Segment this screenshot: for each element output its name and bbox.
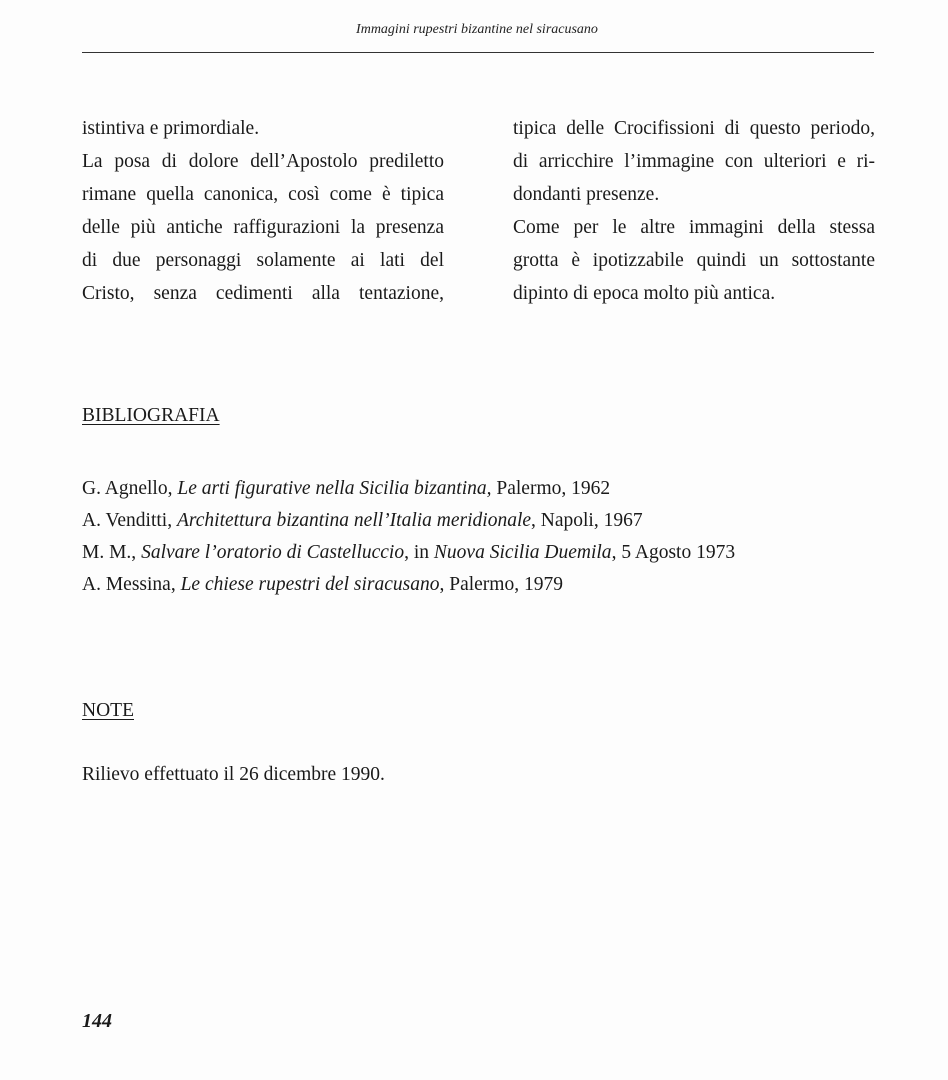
text-line: dondanti presenze.: [513, 184, 660, 205]
entry-title: Le arti figurative nella Sicilia bizantina,: [177, 478, 492, 499]
text-line: grotta è ipotizzabile quindi un sottostante: [513, 250, 875, 271]
entry-publication: , Palermo, 1979: [439, 574, 563, 595]
bibliography-list: [82, 473, 882, 601]
bibliography-heading: BIBLIOGRAFIA: [82, 405, 220, 426]
text-line: di due personaggi solamente ai lati del: [82, 250, 444, 271]
entry-author: G. Agnello,: [82, 478, 178, 499]
bibliography-entry: [82, 537, 882, 569]
notes-heading: NOTE: [82, 700, 134, 721]
right-paragraph-2: [513, 211, 875, 310]
entry-publication: , 5 Agosto 1973: [611, 542, 736, 563]
bibliography-entry: [82, 473, 882, 505]
entry-title: Le chiese rupestri del siracusano: [180, 574, 440, 595]
right-paragraph-1: [513, 112, 875, 211]
bibliography-entry: [82, 569, 882, 601]
left-column: [82, 112, 444, 310]
entry-publication: Palermo, 1962: [491, 478, 611, 499]
page-number: 144: [82, 1010, 112, 1032]
entry-periodical: Nuova Sicilia Duemila: [433, 542, 612, 563]
entry-title: Architettura bizantina nell’Italia meridionale: [176, 510, 532, 531]
text-line: Cristo, senza cedimenti alla tentazione,: [82, 283, 444, 304]
entry-author: A. Venditti,: [82, 510, 177, 531]
text-line: tipica delle Crocifissioni di questo periodo,: [513, 118, 875, 139]
text-line: La posa di dolore dell’Apostolo prediletto: [82, 151, 444, 172]
text-line: delle più antiche raffigurazioni la presenza: [82, 217, 444, 238]
text-line: di arricchire l’immagine con ulteriori e ri-: [513, 151, 875, 172]
entry-title: Salvare l’oratorio di Castelluccio: [141, 542, 405, 563]
running-head: Immagini rupestri bizantine nel siracusano: [356, 22, 598, 37]
left-paragraph-2: [82, 145, 444, 310]
text-line: dipinto di epoca molto più antica.: [513, 283, 776, 304]
entry-author: A. Messina,: [82, 574, 181, 595]
entry-author: M. M.,: [82, 542, 142, 563]
bibliography-entry: [82, 505, 882, 537]
text-line: istintiva e primordiale.: [82, 118, 260, 139]
text-line: Come per le altre immagini della stessa: [513, 217, 875, 238]
entry-publication: , Napoli, 1967: [531, 510, 643, 531]
right-column: [513, 112, 875, 310]
note-text: Rilievo effettuato il 26 dicembre 1990.: [82, 764, 385, 785]
header-rule: [82, 52, 874, 53]
text-line: rimane quella canonica, così come è tipica: [82, 184, 444, 205]
left-paragraph-1: [82, 112, 444, 145]
entry-connector: , in: [404, 542, 434, 563]
